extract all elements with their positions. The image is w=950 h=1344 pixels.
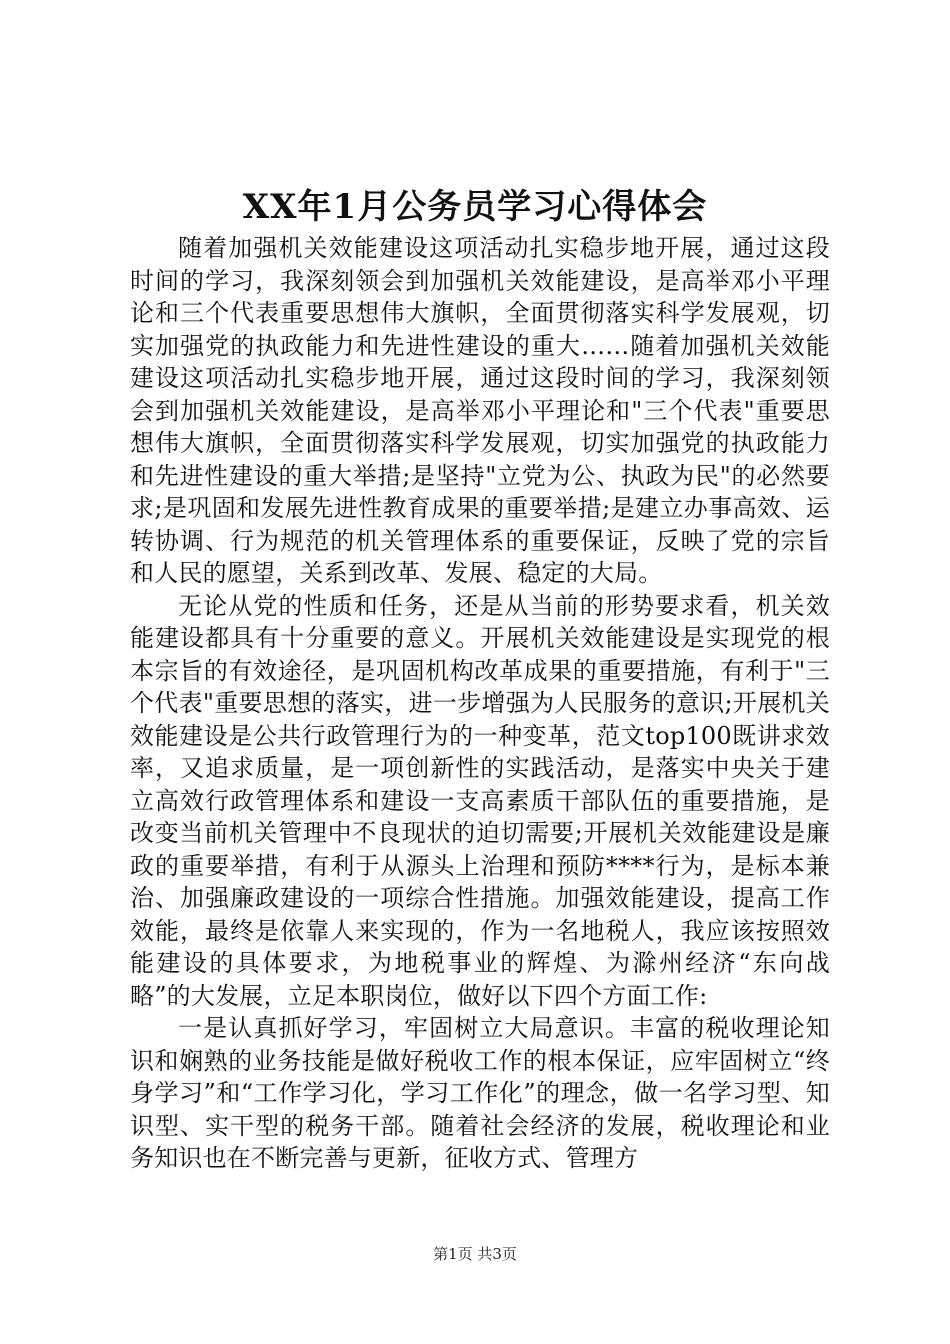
document-body [130, 232, 830, 1175]
paragraph-1: 随着加强机关效能建设这项活动扎实稳步地开展，通过这段时间的学习，我深刻领会到加强机关效能建设，是高举邓小平理论和三个代表重要思想伟大旗帜，全面贯彻落实科学发展观，切实加强党的执政能力和先进性建设的重大……随着加强机关效能建设这项活动扎实稳步地开展，通过这段时间的学习，我深刻领会到加强机关效能建设，是高举邓小平理论和"三个代表"重要思想伟大旗帜，全面贯彻落实科学发展观，切实加强党的执政能力和先进性建设的重大举措;是坚持"立党为公、执政为民"的必然要求;是巩固和发展先进性教育成果的重要举措;是建立办事高效、运转协调、行为规范的机关管理体系的重要保证，反映了党的宗旨和人民的愿望，关系到改革、发展、稳定的大局。 [130, 234, 830, 587]
paragraph-3: 一是认真抓好学习，牢固树立大局意识。丰富的税收理论知识和娴熟的业务技能是做好税收工作的根本保证，应牢固树立“终身学习”和“工作学习化，学习工作化”的理念，做一名学习型、知识型、实干型的税务干部。随着社会经济的发展，税收理论和业务知识也在不断完善与更新，征收方式、管理方 [130, 1014, 830, 1172]
page-number-footer: 第1页 共3页 [433, 1245, 517, 1263]
paragraph-2: 无论从党的性质和任务，还是从当前的形势要求看，机关效能建设都具有十分重要的意义。开展机关效能建设是实现党的根本宗旨的有效途径，是巩固机构改革成果的重要措施，有利于"三个代表"重要思想的落实，进一步增强为人民服务的意识;开展机关效能建设是公共行政管理行为的一种变革，范文top100既讲求效率，又追求质量，是一项创新性的实践活动，是落实中央关于建立高效行政管理体系和建设一支高素质干部队伍的重要措施，是改变当前机关管理中不良现状的迫切需要;开展机关效能建设是廉政的重要举措，有利于从源头上治理和预防****行为，是标本兼治、加强廉政建设的一项综合性措施。加强效能建设，提高工作效能，最终是依靠人来实现的，作为一名地税人，我应该按照效能建设的具体要求，为地税事业的辉煌、为滁州经济“东向战略”的大发展，立足本职岗位，做好以下四个方面工作: [130, 591, 830, 1010]
document-title: XX年1月公务员学习心得体会 [242, 187, 708, 227]
